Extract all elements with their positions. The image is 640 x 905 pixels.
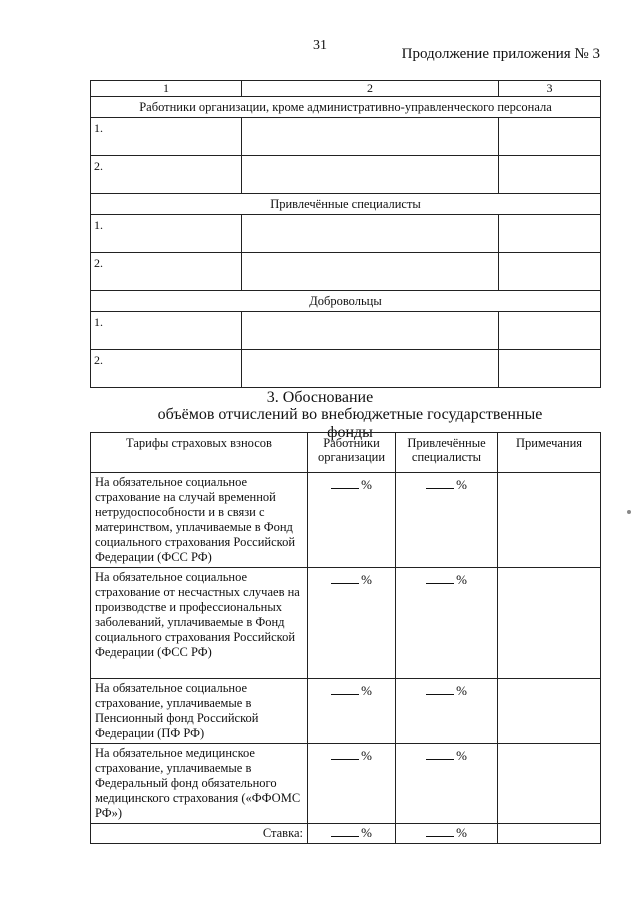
notes-cell[interactable] <box>498 744 601 824</box>
table-cell[interactable] <box>499 118 601 156</box>
table-row <box>91 215 601 253</box>
percent-field[interactable] <box>308 473 396 568</box>
page-number: 31 <box>313 38 327 53</box>
percent-field[interactable] <box>308 679 396 744</box>
table-cell[interactable] <box>242 253 499 291</box>
table-row <box>91 679 601 744</box>
table-row <box>91 156 601 194</box>
table-row <box>91 312 601 350</box>
notes-cell[interactable] <box>498 568 601 679</box>
blank-line <box>331 748 359 760</box>
row-number: 1. <box>91 312 242 350</box>
table-cell[interactable] <box>499 350 601 388</box>
rate-description: На обязательное социальное страхование на случай временной нетрудоспособности и в связи с материнством, уплачиваемые в Фонд социального страхования Российской Федерации (ФСС РФ) <box>91 473 308 568</box>
section-heading: 3. Обоснование <box>266 389 374 406</box>
insurance-rates-table <box>90 432 601 844</box>
percent-field[interactable] <box>396 473 498 568</box>
column-header: Привлечённые специалисты <box>396 433 498 473</box>
row-number: 2. <box>91 253 242 291</box>
table-cell[interactable] <box>499 156 601 194</box>
table-cell[interactable] <box>242 215 499 253</box>
blank-line <box>426 683 454 695</box>
section-subheading: объёмов отчислений во внебюджетные государственные фонды <box>157 406 543 441</box>
percent-field[interactable] <box>396 824 498 844</box>
blank-line <box>426 825 454 837</box>
rate-description: На обязательное социальное страхование от несчастных случаев на производстве и профессиональных заболеваний, уплачиваемые в Фонд социального страхования Российской Федерации (ФСС РФ) <box>91 568 308 679</box>
column-number: 3 <box>499 81 601 97</box>
row-number: 2. <box>91 156 242 194</box>
table-cell[interactable] <box>499 253 601 291</box>
blank-line <box>426 572 454 584</box>
section-title: Привлечённые специалисты <box>91 194 601 215</box>
percent-sign: % <box>456 683 467 698</box>
percent-sign: % <box>456 572 467 587</box>
scan-speck <box>627 510 631 514</box>
blank-line <box>426 748 454 760</box>
percent-field[interactable] <box>308 824 396 844</box>
continuation-heading: Продолжение приложения № 3 <box>401 46 600 62</box>
table-cell[interactable] <box>499 215 601 253</box>
column-header: Примечания <box>498 433 601 473</box>
table-row <box>91 350 601 388</box>
section-row <box>91 97 601 118</box>
percent-sign: % <box>456 748 467 763</box>
table-row <box>91 568 601 679</box>
row-number: 2. <box>91 350 242 388</box>
percent-sign: % <box>456 477 467 492</box>
rate-description: На обязательное медицинское страхование, уплачиваемые в Федеральный фонд обязательного медицинского страхования («ФФОМС РФ») <box>91 744 308 824</box>
column-number: 2 <box>242 81 499 97</box>
percent-sign: % <box>456 825 467 840</box>
percent-field[interactable] <box>396 744 498 824</box>
table-cell[interactable] <box>242 156 499 194</box>
section-title: Работники организации, кроме административно-управленческого персонала <box>91 97 601 118</box>
blank-line <box>331 683 359 695</box>
column-number: 1 <box>91 81 242 97</box>
total-row <box>91 824 601 844</box>
table-cell[interactable] <box>242 350 499 388</box>
percent-sign: % <box>361 825 372 840</box>
row-number: 1. <box>91 118 242 156</box>
section-title: Добровольцы <box>91 291 601 312</box>
blank-line <box>331 572 359 584</box>
blank-line <box>331 825 359 837</box>
section-row <box>91 194 601 215</box>
notes-cell[interactable] <box>498 824 601 844</box>
header-row <box>91 433 601 473</box>
section-row <box>91 291 601 312</box>
row-number: 1. <box>91 215 242 253</box>
percent-field[interactable] <box>396 679 498 744</box>
column-header: Тарифы страховых взносов <box>91 433 308 473</box>
percent-sign: % <box>361 477 372 492</box>
notes-cell[interactable] <box>498 473 601 568</box>
rate-description: На обязательное социальное страхование, уплачиваемые в Пенсионный фонд Российской Федерации (ПФ РФ) <box>91 679 308 744</box>
percent-sign: % <box>361 683 372 698</box>
blank-line <box>426 477 454 489</box>
blank-line <box>331 477 359 489</box>
table-cell[interactable] <box>499 312 601 350</box>
notes-cell[interactable] <box>498 679 601 744</box>
column-header: Работники организации <box>308 433 396 473</box>
staff-table <box>90 80 601 388</box>
table-row <box>91 473 601 568</box>
percent-sign: % <box>361 748 372 763</box>
column-number-row <box>91 81 601 97</box>
table-cell[interactable] <box>242 118 499 156</box>
table-row <box>91 118 601 156</box>
table-row <box>91 253 601 291</box>
percent-field[interactable] <box>308 744 396 824</box>
percent-field[interactable] <box>308 568 396 679</box>
table-cell[interactable] <box>242 312 499 350</box>
percent-sign: % <box>361 572 372 587</box>
percent-field[interactable] <box>396 568 498 679</box>
table-row <box>91 744 601 824</box>
total-label: Ставка: <box>91 824 308 844</box>
